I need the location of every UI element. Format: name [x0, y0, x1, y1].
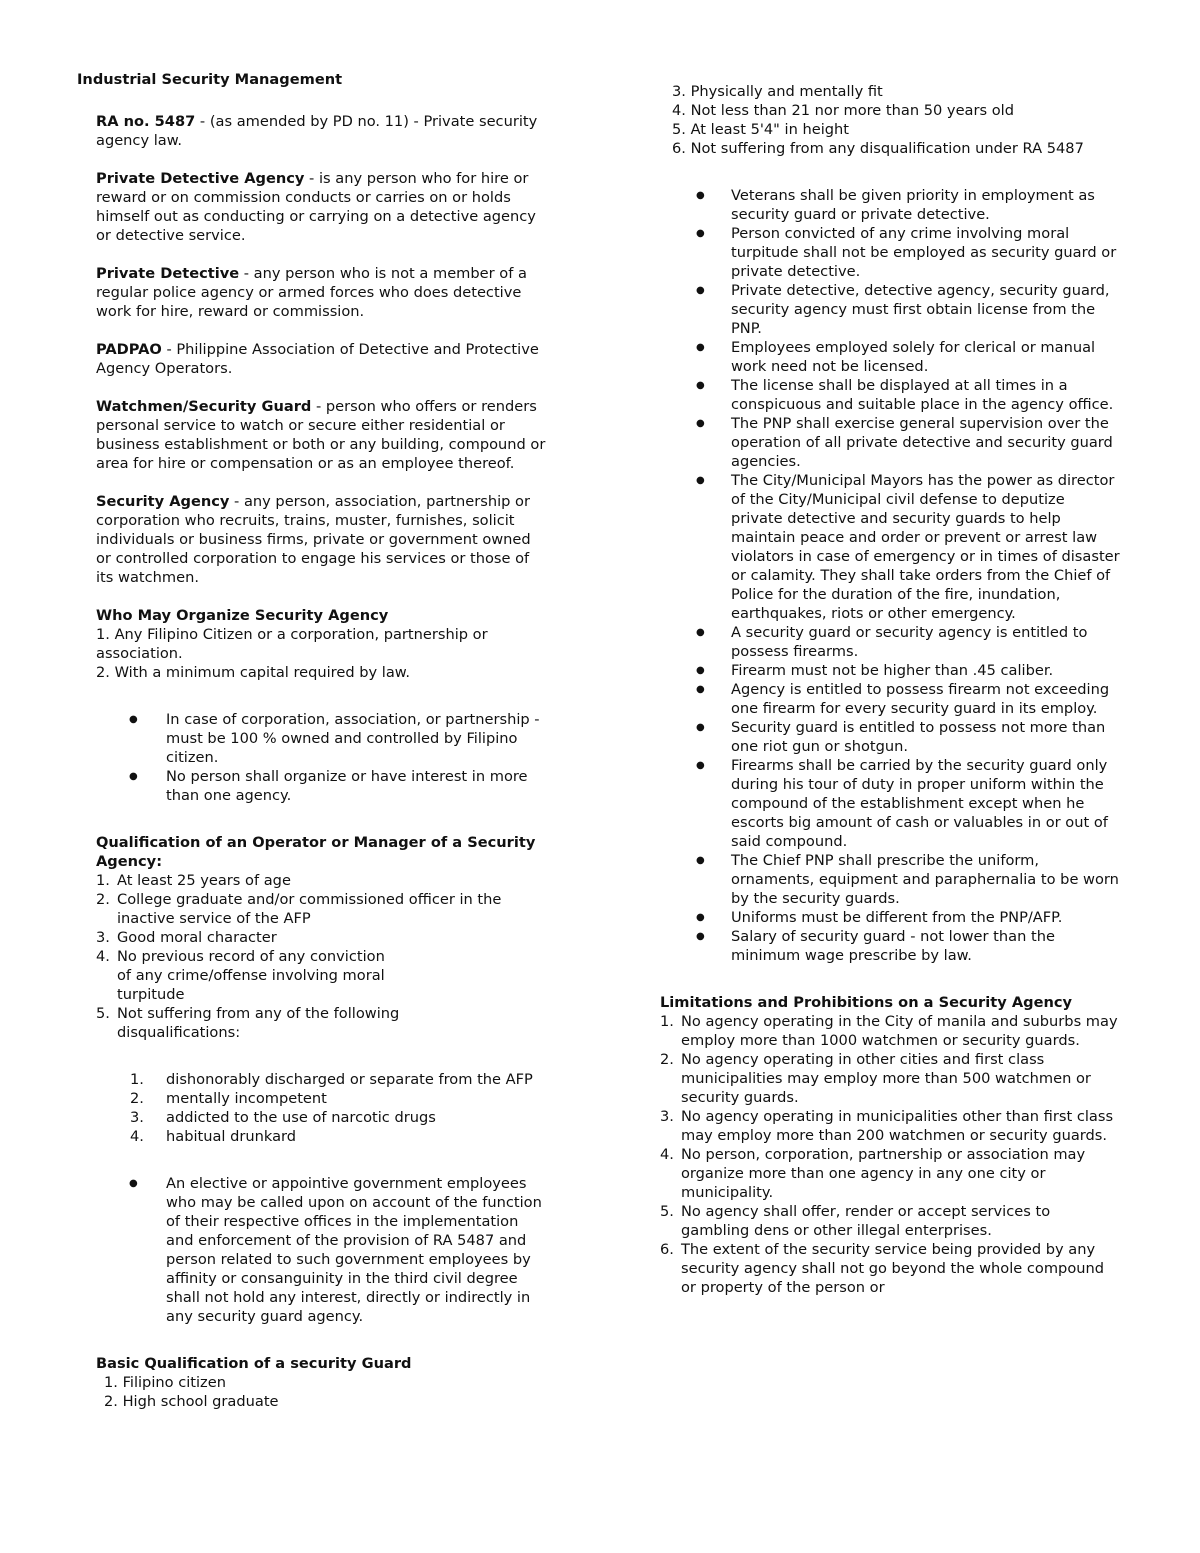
left-column: [77, 70, 547, 1411]
definition-security-agency: [96, 492, 547, 587]
definition-text: - is any person who for hire or reward or on commission conducts or carries on or holds himself out as conducting or carrying on a detective agency or detective service.: [96, 170, 536, 244]
item-number: 1.: [96, 872, 110, 889]
list-item: ● Employees employed solely for clerical or manual work need not be licensed.: [731, 338, 1120, 376]
item-text: No previous record of any conviction of any crime/offense involving moral turpitude: [117, 948, 385, 1003]
list-item: ● Veterans shall be given priority in employment as security guard or private detective.: [731, 186, 1120, 224]
definition-padpao: [96, 340, 547, 378]
list-item: ● In case of corporation, association, or partnership - must be 100 % owned and controlled by Filipino citizen.: [166, 710, 547, 767]
list-item: ● The Chief PNP shall prescribe the uniform, ornaments, equipment and paraphernalia to be worn by the security guards.: [731, 851, 1120, 908]
document-title: Industrial Security Management: [77, 71, 343, 88]
list-item: ● A security guard or security agency is entitled to possess firearms.: [731, 623, 1120, 661]
item-text: No agency operating in municipalities other than first class may employ more than 200 watchmen or security guards.: [681, 1108, 1114, 1144]
item-number: 4.: [130, 1128, 144, 1145]
definition-text: - any person, association, partnership or corporation who recruits, trains, muster, furnishes, solicit individuals or business firms, private or government owned or controlled corporation to engage his services or those of its watchmen.: [96, 493, 531, 586]
list-item: ● Person convicted of any crime involving moral turpitude shall not be employed as security guard or private detective.: [731, 224, 1120, 281]
list-item: ● Uniforms must be different from the PNP/AFP.: [731, 908, 1120, 927]
item-text: No agency shall offer, render or accept services to gambling dens or other illegal enterprises.: [681, 1203, 1051, 1239]
list-item: ● Security guard is entitled to possess not more than one riot gun or shotgun.: [731, 718, 1120, 756]
list-item: 3. Physically and mentally fit: [672, 83, 883, 100]
item-text: Good moral character: [117, 929, 277, 946]
list-item: [660, 1107, 1120, 1145]
list-item: ● No person shall organize or have interest in more than one agency.: [166, 767, 547, 805]
list-item: [660, 1012, 1120, 1050]
list-item: 5. At least 5'4" in height: [672, 121, 849, 138]
list-item: ● An elective or appointive government employees who may be called upon on account of the function of their respective offices in the implementation and enforcement of the provision of RA 5487 and person related to such government employees by affinity or consanguinity in the third civil degree shall not hold any interest, directly or indirectly in any security guard agency.: [166, 1174, 547, 1326]
list-item: [96, 947, 547, 1004]
list-item: 1. Filipino citizen: [104, 1374, 226, 1391]
item-number: 2.: [96, 891, 110, 908]
item-number: 1.: [130, 1071, 144, 1088]
item-text: addicted to the use of narcotic drugs: [166, 1109, 436, 1126]
item-number: 2.: [660, 1051, 674, 1068]
item-text: Not suffering from any of the following disqualifications:: [117, 1005, 400, 1041]
list-item: [130, 1070, 547, 1089]
definition-term: Security Agency: [96, 493, 230, 510]
list-item: ● The City/Municipal Mayors has the power as director of the City/Municipal civil defense to deputize private detective and security guards to help maintain peace and order or prevent or arrest law violators in case of emergency or in times of disaster or calamity. They shall take orders from the Chief of Police for the duration of the fire, inundation, earthquakes, riots or other emergency.: [731, 471, 1120, 623]
item-number: 4.: [660, 1146, 674, 1163]
definition-term: RA no. 5487: [96, 113, 196, 130]
definition-text: - any person who is not a member of a regular police agency or armed forces who does detective work for hire, reward or commission.: [96, 265, 527, 320]
list-item: ● Salary of security guard - not lower than the minimum wage prescribe by law.: [731, 927, 1120, 965]
item-text: The extent of the security service being provided by any security agency shall not go beyond the whole compound or property of the person or: [681, 1241, 1105, 1296]
item-number: 3.: [96, 929, 110, 946]
list-item: 4. Not less than 21 nor more than 50 years old: [672, 102, 1014, 119]
limitations-list: [660, 1012, 1120, 1297]
who-may-organize-heading: Who May Organize Security Agency: [96, 607, 389, 624]
list-item: [96, 871, 547, 890]
definition-private-detective-agency: [96, 169, 547, 245]
item-number: 1.: [660, 1013, 674, 1030]
definitions-block: [77, 112, 547, 1411]
definition-term: Private Detective Agency: [96, 170, 305, 187]
list-item: [660, 1145, 1120, 1202]
list-item: 2. High school graduate: [104, 1393, 279, 1410]
list-item: [96, 890, 547, 928]
list-item: [96, 1004, 547, 1042]
definition-ra5487: [96, 112, 547, 150]
list-item: ● Firearm must not be higher than .45 caliber.: [731, 661, 1120, 680]
operator-qualification-heading: Qualification of an Operator or Manager of a Security Agency:: [96, 834, 536, 870]
item-number: 3.: [660, 1108, 674, 1125]
right-column: [660, 82, 1120, 1297]
security-rules-list: [660, 186, 1120, 965]
definition-term: Private Detective: [96, 265, 240, 282]
item-text: No agency operating in other cities and first class municipalities may employ more than 500 watchmen or security guards.: [681, 1051, 1091, 1106]
who-may-organize-bullets: [96, 710, 547, 805]
who-may-organize-item: 1. Any Filipino Citizen or a corporation, partnership or association.: [96, 626, 488, 662]
list-item: [130, 1108, 547, 1127]
list-item: [660, 1202, 1120, 1240]
limitations-heading: Limitations and Prohibitions on a Security Agency: [660, 994, 1073, 1011]
item-number: 3.: [130, 1109, 144, 1126]
item-number: 6.: [660, 1241, 674, 1258]
operator-qualification-list: [96, 871, 547, 1042]
list-item: [96, 928, 547, 947]
guard-qualification-list-start: [96, 1373, 547, 1411]
item-text: No person, corporation, partnership or association may organize more than one agency in any one city or municipality.: [681, 1146, 1086, 1201]
definition-text: - (as amended by PD no. 11) - Private security agency law.: [96, 113, 538, 149]
item-number: 4.: [96, 948, 110, 965]
list-item: [660, 1240, 1120, 1297]
definition-security-guard: [96, 397, 547, 473]
item-text: habitual drunkard: [166, 1128, 297, 1145]
who-may-organize-item: 2. With a minimum capital required by law.: [96, 664, 411, 681]
item-text: dishonorably discharged or separate from the AFP: [166, 1071, 533, 1088]
item-number: 2.: [130, 1090, 144, 1107]
list-item: ● The license shall be displayed at all times in a conspicuous and suitable place in the agency office.: [731, 376, 1120, 414]
definition-private-detective: [96, 264, 547, 321]
list-item: [130, 1089, 547, 1108]
item-text: At least 25 years of age: [117, 872, 291, 889]
item-text: mentally incompetent: [166, 1090, 327, 1107]
item-number: 5.: [96, 1005, 110, 1022]
definition-term: Watchmen/Security Guard: [96, 398, 312, 415]
definition-text: - Philippine Association of Detective and Protective Agency Operators.: [96, 341, 539, 377]
item-text: College graduate and/or commissioned officer in the inactive service of the AFP: [117, 891, 502, 927]
list-item: ● Firearms shall be carried by the security guard only during his tour of duty in proper uniform within the compound of the establishment except when he escorts big amount of cash or valuables in or out of said compound.: [731, 756, 1120, 851]
guard-qualification-heading: Basic Qualification of a security Guard: [96, 1355, 412, 1372]
guard-qualification-list-continued: [660, 82, 1120, 158]
list-item: ● The PNP shall exercise general supervision over the operation of all private detective and security guard agencies.: [731, 414, 1120, 471]
item-text: No agency operating in the City of manila and suburbs may employ more than 1000 watchmen or security guards.: [681, 1013, 1118, 1049]
definition-text: - person who offers or renders personal service to watch or secure either residential or business establishment or both or any building, compound or area for hire or compensation or as an employee thereof.: [96, 398, 546, 472]
definition-term: PADPAO: [96, 341, 162, 358]
disqualifications-list: [96, 1070, 547, 1146]
list-item: ● Agency is entitled to possess firearm not exceeding one firearm for every security guard in its employ.: [731, 680, 1120, 718]
list-item: [130, 1127, 547, 1146]
list-item: ● Private detective, detective agency, security guard, security agency must first obtain license from the PNP.: [731, 281, 1120, 338]
item-number: 5.: [660, 1203, 674, 1220]
list-item: 6. Not suffering from any disqualification under RA 5487: [672, 140, 1084, 157]
government-employee-note: [96, 1174, 547, 1326]
list-item: [660, 1050, 1120, 1107]
